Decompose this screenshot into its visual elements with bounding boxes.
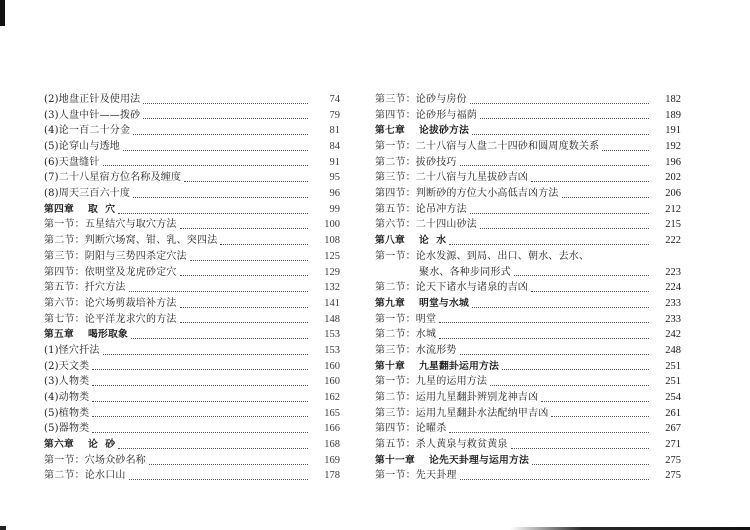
page-number: 160 (324, 376, 340, 388)
toc-entry (375, 469, 681, 485)
page-number: 215 (665, 219, 681, 231)
dot-leader (129, 478, 308, 480)
toc-right-column (375, 92, 681, 484)
toc-chapter-entry (44, 202, 340, 218)
dot-leader (472, 133, 649, 135)
dot-leader (149, 463, 308, 465)
toc-entry (44, 265, 340, 281)
dot-leader (511, 447, 649, 449)
toc-entry-title (375, 233, 446, 249)
toc-entry (44, 453, 340, 469)
page-number: 192 (665, 141, 681, 153)
chapter-title: 取 穴 (88, 203, 116, 215)
toc-entry-title: 第五节：论吊冲方法 (375, 203, 467, 215)
toc-entry-title: 聚水、各种步同形式 (419, 266, 511, 278)
page-number: 189 (665, 109, 681, 121)
toc-entry-title (44, 327, 128, 343)
page-number: 99 (329, 203, 340, 215)
toc-entry-title: 第七节：论平洋龙求穴的方法 (44, 313, 177, 325)
toc-entry (44, 390, 340, 406)
toc-entry-title: (2)地盘正针及使用法 (44, 93, 141, 105)
toc-entry-title: 第一节：穴场众砂名称 (44, 454, 146, 466)
toc-entry (44, 186, 340, 202)
chapter-number: 第十章 (375, 360, 405, 372)
page-number: 251 (665, 360, 681, 372)
toc-entry (375, 249, 681, 265)
page-number: 95 (329, 172, 340, 184)
dot-leader (480, 117, 649, 119)
toc-entry-title (375, 359, 499, 375)
toc-entry-title: (5)论穿山与透地 (44, 141, 120, 153)
page-number: 129 (324, 266, 340, 278)
toc-entry (375, 374, 681, 390)
toc-entry-title: (4)论一百二十分金 (44, 125, 131, 137)
dot-leader (470, 212, 649, 214)
toc-entry-title: 第四节：判断砂的方位大小高低吉凶方法 (375, 188, 559, 200)
page-number: 84 (329, 141, 340, 153)
toc-entry (375, 421, 681, 437)
toc-entry-title: (3)人盘中针——拨砂 (44, 109, 141, 121)
toc-entry (44, 139, 340, 155)
page-number: 275 (665, 470, 681, 482)
page-number: 206 (665, 188, 681, 200)
dot-leader (480, 227, 649, 229)
dot-leader (460, 164, 649, 166)
page-number: 233 (665, 313, 681, 325)
chapter-title: 论拔砂方法 (419, 125, 469, 137)
toc-entry-title: 第二节：运用九星翻卦辨别龙神吉凶 (375, 392, 539, 404)
page-number: 267 (665, 423, 681, 435)
page-number: 261 (665, 407, 681, 419)
toc-entry (44, 312, 340, 328)
page-number: 178 (324, 470, 340, 482)
page-number: 91 (329, 156, 340, 168)
page-number: 275 (665, 454, 681, 466)
toc-entry-title: 第一节：明堂 (375, 313, 437, 325)
toc-chapter-entry (375, 123, 681, 139)
dot-leader (449, 431, 649, 433)
toc-entry (375, 170, 681, 186)
chapter-title: 论先天卦理与运用方法 (429, 454, 529, 466)
page-number: 242 (665, 329, 681, 341)
page-number: 202 (665, 172, 681, 184)
dot-leader (460, 353, 649, 355)
dot-leader (502, 368, 649, 370)
page-number: 108 (324, 235, 340, 247)
toc-entry-title: 第六节：二十四山砂法 (375, 219, 477, 231)
page-number: 153 (324, 344, 340, 356)
dot-leader (531, 290, 649, 292)
toc-entry-title: 第一节：九星的运用方法 (375, 376, 488, 388)
chapter-number: 第四章 (44, 203, 74, 215)
toc-entry-title: 第一节：先天卦理 (375, 470, 457, 482)
toc-entry (375, 139, 681, 155)
dot-leader (103, 353, 308, 355)
page-number: 125 (324, 250, 340, 262)
toc-entry-title: 第一节：五星结穴与取穴方法 (44, 219, 177, 231)
toc-entry-title: 第四节：论曜杀 (375, 423, 447, 435)
toc-entry-title: 第二节：拔砂技巧 (375, 156, 457, 168)
toc-entry-title: (3)人物类 (44, 376, 90, 388)
toc-entry (375, 218, 681, 234)
toc-chapter-entry (375, 453, 681, 469)
toc-entry (44, 421, 340, 437)
toc-entry-title: 第六节：论穴场剪裁培补方法 (44, 297, 177, 309)
chapter-number: 第十一章 (375, 454, 415, 466)
toc-entry (375, 108, 681, 124)
dot-leader (92, 384, 308, 386)
page-number: 223 (665, 266, 681, 278)
page-number: 251 (665, 376, 681, 388)
toc-entry-title: 第四节：论砂形与福荫 (375, 109, 477, 121)
page-number: 191 (665, 125, 681, 137)
toc-entry-title (375, 453, 529, 469)
toc-entry-title (44, 437, 115, 453)
toc-entry (44, 280, 340, 296)
toc-entry (375, 437, 681, 453)
dot-leader (532, 463, 649, 465)
toc-entry-title: 第四节：依明堂及龙虎砂定穴 (44, 266, 177, 278)
dot-leader (602, 149, 649, 151)
page-number: 96 (329, 188, 340, 200)
toc-entry-title: 第二节：论天下诸水与诸泉的吉凶 (375, 282, 528, 294)
toc-entry (44, 406, 340, 422)
toc-chapter-entry (44, 327, 340, 343)
toc-entry-title (375, 296, 469, 312)
toc-entry-title: 第一节：论水发源、到局、出口、朝水、去水、 (375, 250, 590, 262)
page-number: 248 (665, 344, 681, 356)
dot-leader (180, 274, 308, 276)
scan-edge-mark (0, 526, 6, 530)
chapter-title: 喝形取象 (88, 329, 128, 341)
toc-entry-title: 第二节：论水口山 (44, 470, 126, 482)
dot-leader (180, 306, 308, 308)
dot-leader (439, 321, 649, 323)
dot-leader (123, 149, 308, 151)
toc-chapter-entry (375, 296, 681, 312)
dot-leader (541, 400, 649, 402)
dot-leader (92, 431, 308, 433)
toc-entry (375, 390, 681, 406)
toc-chapter-entry (375, 233, 681, 249)
page-number: 165 (324, 407, 340, 419)
toc-entry-title: (5)器物类 (44, 423, 90, 435)
dot-leader (184, 180, 308, 182)
chapter-number: 第七章 (375, 125, 405, 137)
dot-leader (180, 321, 308, 323)
dot-leader (92, 368, 308, 370)
toc-entry (44, 218, 340, 234)
toc-left-column (44, 92, 340, 484)
page-number: 182 (665, 93, 681, 105)
toc-entry (44, 469, 340, 485)
toc-entry (44, 249, 340, 265)
toc-entry (375, 406, 681, 422)
toc-entry-title: (7)二十八星宿方位名称及缠度 (44, 172, 182, 184)
toc-entry-title: 第五节：扦穴方法 (44, 282, 126, 294)
toc-chapter-entry (375, 359, 681, 375)
toc-entry (44, 374, 340, 390)
chapter-title: 九星翻卦运用方法 (419, 360, 499, 372)
toc-entry (375, 202, 681, 218)
page-number: 162 (324, 392, 340, 404)
toc-entry-title: 第二节：判断穴场窝、钳、乳、突四法 (44, 235, 218, 247)
dot-leader (220, 243, 308, 245)
toc-entry-title: 第三节：二十八宿与九星拔砂吉凶 (375, 172, 528, 184)
toc-entry (44, 123, 340, 139)
dot-leader (143, 102, 308, 104)
dot-leader (190, 259, 308, 261)
toc-entry (375, 280, 681, 296)
toc-entry (44, 92, 340, 108)
toc-entry-title: (4)动物类 (44, 392, 90, 404)
toc-entry (375, 312, 681, 328)
toc-entry (375, 343, 681, 359)
toc-entry-title (44, 202, 115, 218)
dot-leader (470, 102, 649, 104)
page-number: 212 (665, 203, 681, 215)
chapter-number: 第九章 (375, 297, 405, 309)
toc-entry (44, 343, 340, 359)
page-number: 132 (324, 282, 340, 294)
dot-leader (129, 290, 308, 292)
page-number: 271 (665, 439, 681, 451)
chapter-title: 明堂与水城 (419, 297, 469, 309)
page-number: 160 (324, 360, 340, 372)
chapter-number: 第六章 (44, 439, 74, 451)
toc-entry-title: 第五节：杀人黄泉与救贫黄泉 (375, 439, 508, 451)
scan-corner-mark (0, 0, 5, 26)
dot-leader (103, 164, 308, 166)
toc-entry-title: (5)植物类 (44, 407, 90, 419)
page-number: 224 (665, 282, 681, 294)
dot-leader (143, 117, 308, 119)
dot-leader (472, 306, 649, 308)
page-number: 166 (324, 423, 340, 435)
dot-leader (460, 478, 649, 480)
dot-leader (92, 400, 308, 402)
toc-entry-title: 第三节：运用九星翻卦水法配纳甲吉凶 (375, 407, 549, 419)
toc-entry (375, 265, 681, 281)
toc-entry-title: (2)天文类 (44, 360, 90, 372)
dot-leader (133, 196, 308, 198)
toc-entry-title: (6)天盘缝针 (44, 156, 100, 168)
toc-entry-title: (1)怪穴扦法 (44, 344, 100, 356)
page-number: 196 (665, 156, 681, 168)
dot-leader (439, 337, 649, 339)
dot-leader (131, 337, 308, 339)
toc-entry (375, 155, 681, 171)
toc-entry (44, 155, 340, 171)
toc-entry-title: (8)周天三百六十度 (44, 188, 131, 200)
page-number: 169 (324, 454, 340, 466)
dot-leader (118, 212, 308, 214)
dot-leader (92, 415, 308, 417)
chapter-title: 论 砂 (88, 439, 116, 451)
page-number: 222 (665, 235, 681, 247)
toc-entry-title: 第三节：阴阳与三势四杀定穴法 (44, 250, 187, 262)
toc-entry (44, 170, 340, 186)
toc-entry (375, 186, 681, 202)
toc-entry-title: 第三节：水流形势 (375, 344, 457, 356)
toc-entry (375, 92, 681, 108)
dot-leader (133, 133, 308, 135)
chapter-number: 第五章 (44, 329, 74, 341)
toc-entry-title: 第三节：论砂与房份 (375, 93, 467, 105)
page-number: 141 (324, 297, 340, 309)
page-number: 81 (329, 125, 340, 137)
page-number: 100 (324, 219, 340, 231)
chapter-title: 论 水 (419, 235, 447, 247)
page-number: 74 (329, 93, 340, 105)
page-number: 233 (665, 297, 681, 309)
toc-entry (375, 327, 681, 343)
toc-entry-title: 第二节：水城 (375, 329, 437, 341)
toc-entry-title (375, 123, 469, 139)
dot-leader (118, 447, 308, 449)
toc-entry (44, 233, 340, 249)
page-number: 254 (665, 392, 681, 404)
dot-leader (180, 227, 308, 229)
toc-entry-title: 第一节：二十八宿与人盘二十四砂和圆周度数关系 (375, 141, 600, 153)
page-number: 148 (324, 313, 340, 325)
dot-leader (449, 243, 649, 245)
toc-entry (44, 296, 340, 312)
dot-leader (551, 415, 649, 417)
dot-leader (531, 180, 649, 182)
chapter-number: 第八章 (375, 235, 405, 247)
page-number: 168 (324, 439, 340, 451)
dot-leader (514, 274, 649, 276)
dot-leader (490, 384, 649, 386)
toc-entry (44, 108, 340, 124)
page-number: 79 (329, 109, 340, 121)
dot-leader (562, 196, 649, 198)
toc-entry (44, 359, 340, 375)
toc-chapter-entry (44, 437, 340, 453)
page-number: 153 (324, 329, 340, 341)
